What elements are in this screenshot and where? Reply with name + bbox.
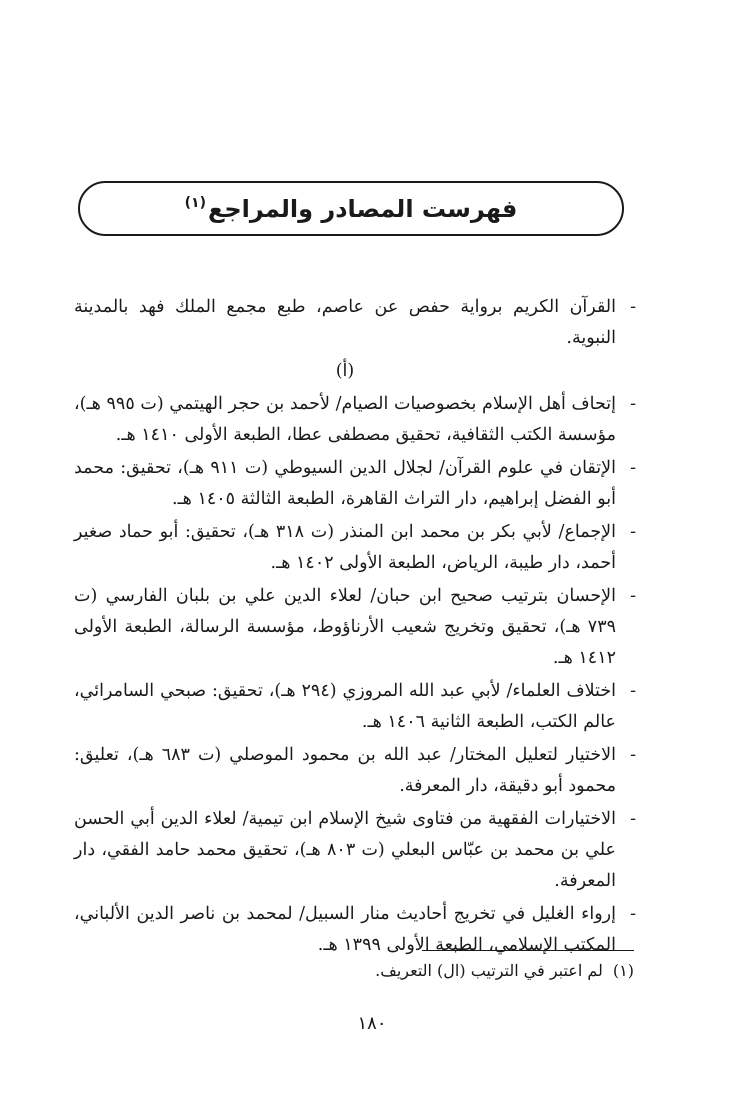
entry-text: الاختيارات الفقهية من فتاوى شيخ الإسلام ابن تيمية/ لعلاء الدين أبي الحسن علي بن محمد بن عبّاس البعلي (ت ٨٠٣ هـ)، تحقيق محمد حامد الفقي، دار المعرفة. xyxy=(74,809,616,891)
section-heading-alif: (أ) xyxy=(335,361,355,381)
bibliography-entry xyxy=(74,389,636,451)
entry-text: الإحسان بترتيب صحيح ابن حبان/ لعلاء الدين علي بن بلبان الفارسي (ت ٧٣٩ هـ)، تحقيق وتخريج شعيب الأرناؤوط، مؤسسة الرسالة، الطبعة الأولى ١٤١٢ هـ. xyxy=(74,586,616,668)
bibliography-entry xyxy=(74,804,636,897)
entry-dash: - xyxy=(630,904,636,924)
title-footnote-ref: (١) xyxy=(184,195,206,211)
entry-dash: - xyxy=(630,522,636,542)
page-number: ١٨٠ xyxy=(357,1013,387,1034)
entry-dash: - xyxy=(630,809,636,829)
entry-text: الاختيار لتعليل المختار/ عبد الله بن محمود الموصلي (ت ٦٨٣ هـ)، تعليق: محمود أبو دقيقة، دار المعرفة. xyxy=(74,745,616,796)
entry-dash: - xyxy=(630,297,636,317)
entry-text: الإتقان في علوم القرآن/ لجلال الدين السيوطي (ت ٩١١ هـ)، تحقيق: محمد أبو الفضل إبراهيم، دار التراث القاهرة، الطبعة الثالثة ١٤٠٥ هـ. xyxy=(74,458,616,509)
entry-text: إرواء الغليل في تخريج أحاديث منار السبيل/ لمحمد بن ناصر الدين الألباني، المكتب الإسلامي، الطبعة الأولى ١٣٩٩ هـ. xyxy=(74,904,616,955)
entry-text: الإجماع/ لأبي بكر بن محمد ابن المنذر (ت ٣١٨ هـ)، تحقيق: أبو حماد صغير أحمد، دار طيبة، الرياض، الطبعة الأولى ١٤٠٢ هـ. xyxy=(74,522,616,573)
bibliography-entry xyxy=(74,740,636,802)
entry-dash: - xyxy=(630,394,636,414)
footnote xyxy=(375,960,634,982)
bibliography-list xyxy=(74,292,636,963)
entry-dash: - xyxy=(630,745,636,765)
title-frame xyxy=(78,181,624,236)
entry-dash: - xyxy=(630,458,636,478)
bibliography-entry xyxy=(74,453,636,515)
bibliography-entry xyxy=(74,676,636,738)
entry-text: إتحاف أهل الإسلام بخصوصيات الصيام/ لأحمد بن حجر الهيتمي (ت ٩٩٥ هـ)، مؤسسة الكتب الثقافية، تحقيق مصطفى عطا، الطبعة الأولى ١٤١٠ هـ. xyxy=(74,394,616,445)
bibliography-entry xyxy=(74,517,636,579)
entry-dash: - xyxy=(630,681,636,701)
page-title xyxy=(185,196,518,221)
entry-dash: - xyxy=(630,586,636,606)
bibliography-entry xyxy=(74,581,636,674)
footnote-marker: (١) xyxy=(612,961,634,980)
entry-text: اختلاف العلماء/ لأبي عبد الله المروزي (٢٩٤ هـ)، تحقيق: صبحي السامرائي، عالم الكتب، الطبعة الثانية ١٤٠٦ هـ. xyxy=(74,681,616,732)
footnote-text: لم اعتبر في الترتيب (ال) التعريف. xyxy=(375,961,603,980)
page-title-text: فهرست المصادر والمراجع xyxy=(207,195,518,223)
bibliography-entry xyxy=(74,899,636,961)
footnote-divider xyxy=(422,950,634,951)
bibliography-entry xyxy=(74,292,636,354)
entry-text: القرآن الكريم برواية حفص عن عاصم، طبع مجمع الملك فهد بالمدينة النبوية. xyxy=(74,297,616,348)
